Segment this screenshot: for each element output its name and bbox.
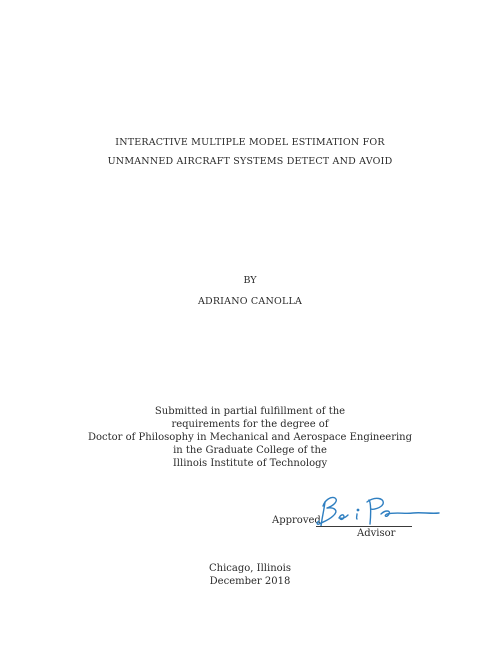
- place: Chicago, Illinois: [209, 563, 291, 574]
- submission-line-3: Doctor of Philosophy in Mechanical and Aerospace Engineering: [87, 432, 413, 443]
- signature-line: [316, 526, 412, 527]
- thesis-title: [0, 133, 500, 171]
- advisor-label: Advisor: [357, 528, 396, 539]
- approved-label: Approved: [272, 515, 321, 526]
- submission-statement: [0, 405, 500, 470]
- submission-line-5: Illinois Institute of Technology: [172, 458, 328, 469]
- author-name: ADRIANO CANOLLA: [197, 296, 303, 307]
- by-label: BY: [243, 275, 257, 286]
- date: December 2018: [209, 576, 291, 587]
- signature-strokes: [317, 497, 439, 526]
- submission-line-1: Submitted in partial fulfillment of the: [154, 406, 346, 417]
- title-line-2: UNMANNED AIRCRAFT SYSTEMS DETECT AND AVOID: [107, 156, 393, 167]
- submission-line-4: in the Graduate College of the: [173, 445, 327, 456]
- place-and-date: [0, 562, 500, 588]
- submission-line-2: requirements for the degree of: [171, 419, 329, 430]
- title-line-1: INTERACTIVE MULTIPLE MODEL ESTIMATION FOR: [115, 137, 385, 148]
